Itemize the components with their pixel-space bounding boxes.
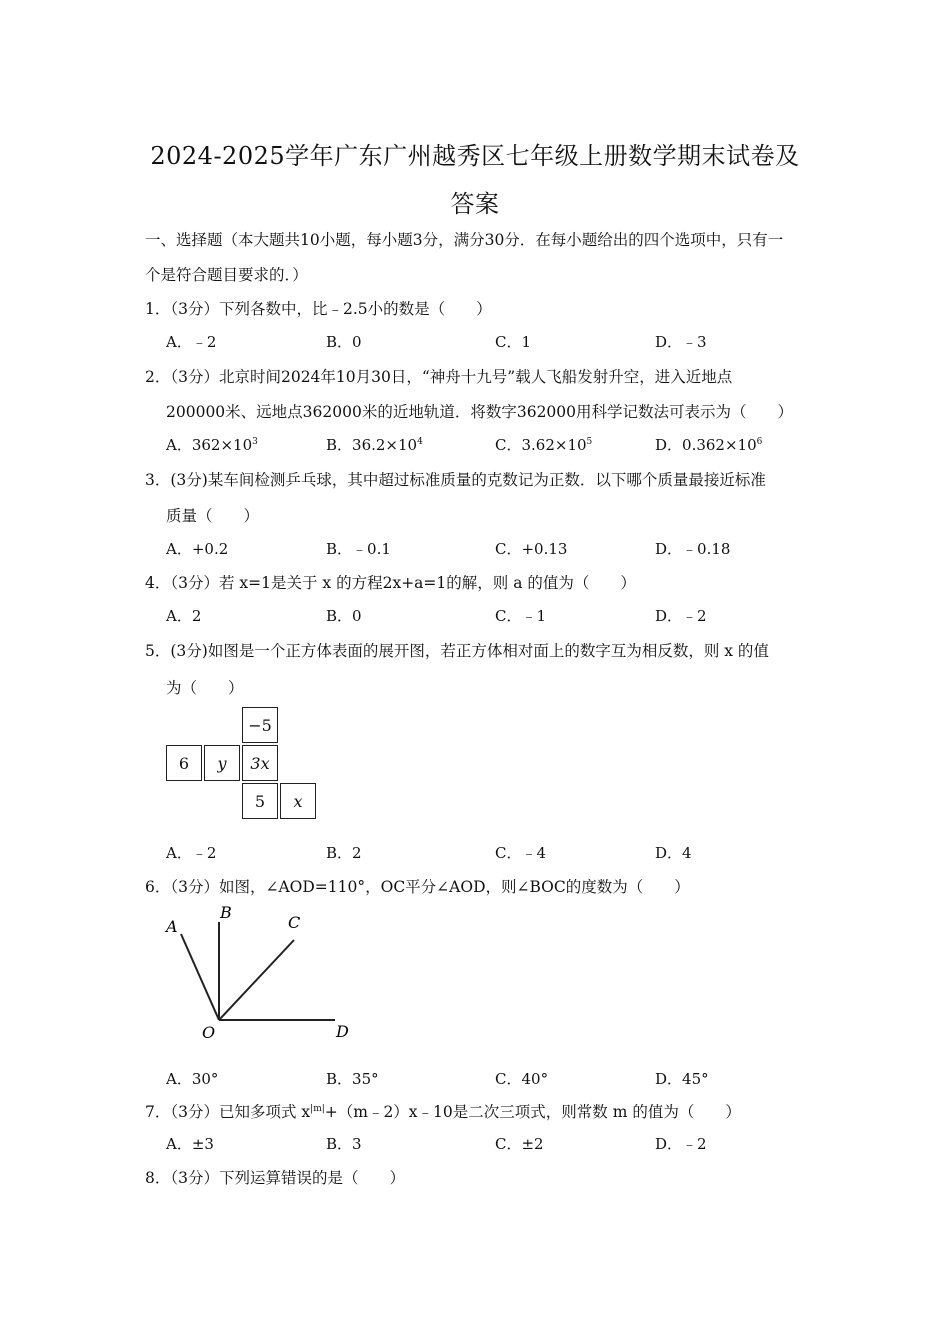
q2-option-a: A．$362\times 10^3$: [166, 436, 258, 454]
q4-option-c: C．﹣1: [495, 607, 547, 625]
q6-option-c: C．40°: [495, 1070, 549, 1088]
q6-option-d: D．45°: [655, 1070, 709, 1088]
q5-option-b: B．2: [326, 844, 362, 862]
label-d: D: [336, 1022, 349, 1040]
q3-option-c: C．+0.13: [495, 540, 568, 558]
q5-option-c: C．﹣4: [495, 844, 547, 862]
net-cell-left-1: 6: [166, 745, 202, 781]
ray-oc: [219, 940, 294, 1020]
angle-figure: [160, 900, 360, 1040]
q2-option-d: D．$0.362\times 10^6$: [655, 436, 763, 454]
net-cell-center: 3x: [242, 745, 278, 781]
q4-option-b: B．0: [326, 607, 362, 625]
title-line-2: 答案: [450, 190, 500, 218]
q1-stem: 1．（3分）下列各数中，比﹣2.5小的数是（ ）: [145, 300, 492, 318]
q4-option-a: A．2: [166, 607, 202, 625]
q8-stem: 8．（3分）下列运算错误的是（ ）: [145, 1169, 405, 1187]
cube-net-figure: [166, 707, 326, 823]
net-cell-left-2: y: [204, 745, 240, 781]
q3-option-a: A．+0.2: [166, 540, 229, 558]
label-o: O: [202, 1023, 216, 1040]
section-heading-line-2: 个是符合题目要求的．）: [145, 266, 308, 284]
q2-stem-line-1: 2．（3分）北京时间2024年10月30日，“神舟十九号”载人飞船发射升空，进入近地点: [145, 368, 733, 386]
q5-stem-line-2: 为（ ）: [166, 679, 244, 697]
q3-option-d: D．﹣0.18: [655, 540, 731, 558]
q1-option-b: B．0: [326, 333, 362, 351]
net-cell-bottom: 5: [242, 783, 278, 819]
net-cell-right: x: [280, 783, 316, 819]
q5-stem-line-1: 5．(3分)如图是一个正方体表面的展开图，若正方体相对面上的数字互为相反数，则 x 的值: [145, 642, 769, 660]
q7-option-a: A．±3: [166, 1135, 214, 1153]
label-c: C: [288, 913, 301, 932]
q7-option-b: B．3: [326, 1135, 362, 1153]
label-a: A: [166, 917, 178, 936]
q6-option-b: B．35°: [326, 1070, 379, 1088]
q5-option-a: A．﹣2: [166, 844, 217, 862]
q3-stem-line-2: 质量（ ）: [166, 507, 260, 525]
q3-stem-line-1: 3．(3分)某车间检测乒乓球，其中超过标准质量的克数记为正数．以下哪个质量最接近标准: [145, 471, 766, 489]
q7-option-d: D．﹣2: [655, 1135, 707, 1153]
q4-stem: 4．（3分）若 x=1是关于 x 的方程2x+a=1的解，则 a 的值为（ ）: [145, 574, 636, 592]
q2-stem-line-2: 200000米、远地点362000米的近地轨道．将数字362000用科学记数法可表示为（ ）: [166, 403, 794, 421]
q6-stem: 6．（3分）如图，∠AOD=110°，OC平分∠AOD，则∠BOC的度数为（ ）: [145, 878, 690, 896]
section-heading-line-1: 一、选择题（本大题共10小题，每小题3分，满分30分．在每小题给出的四个选项中，只有一: [145, 231, 784, 249]
q6-option-a: A．30°: [166, 1070, 219, 1088]
q2-option-c: C．$3.62\times 10^5$: [495, 436, 593, 454]
q7-stem: 7．（3分）已知多项式 $x^{|m|}+(m﹣2)x﹣10$是二次三项式，则常数 m 的值为（ ）: [145, 1103, 741, 1121]
label-b: B: [220, 903, 232, 922]
title-line-1: 2024-2025学年广东广州越秀区七年级上册数学期末试卷及: [150, 142, 800, 170]
q3-option-b: B．﹣0.1: [326, 540, 391, 558]
q1-option-c: C．1: [495, 333, 532, 351]
q1-option-a: A．﹣2: [166, 333, 217, 351]
q7-option-c: C．±2: [495, 1135, 544, 1153]
q1-option-d: D．﹣3: [655, 333, 707, 351]
q4-option-d: D．﹣2: [655, 607, 707, 625]
ray-oa: [181, 934, 219, 1020]
q2-option-b: B．$36.2\times 10^4$: [326, 436, 423, 454]
net-cell-top: −5: [242, 707, 278, 743]
q5-option-d: D．4: [655, 844, 692, 862]
